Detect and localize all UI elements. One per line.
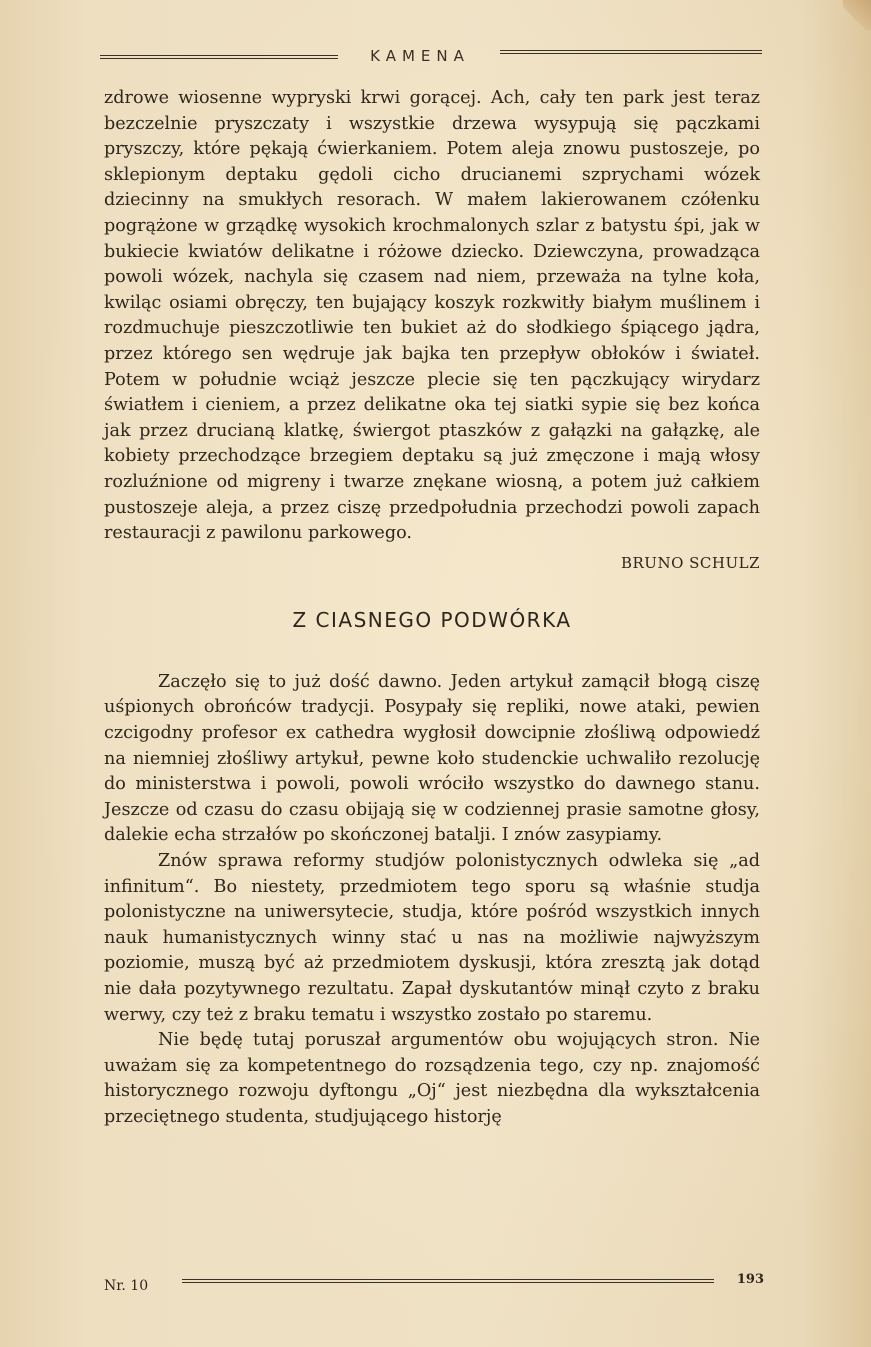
issue-number: Nr. 10 bbox=[104, 1278, 149, 1294]
article-continuation-text: zdrowe wiosenne wypryski krwi gorącej. Ach, cały ten park jest teraz bezczelnie pryszczaty i wszystkie drzewa wysypują się pączkami pryszczy, które pękają ćwierkaniem. Potem aleja znowu pustoszeje, po sklepionym deptaku gędoli cicho drucianemi szprychami wózek dziecinny na smukłych resorach. W małem lakierowanem czółenku pogrążone w grządkę wysokich krochmalonych szlar z batystu śpi, jak w bukiecie kwiatów delikatne i różowe dziecko. Dziewczyna, prowadząca powoli wózek, nachyla się czasem nad niem, przeważa na tylne koła, kwiląc osiami obręczy, ten bujający koszyk rozkwitły białym muślinem i rozdmuchuje pieszczotliwie ten bukiet aż do słodkiego śpiącego jądra, przez którego sen wędruje jak bajka ten przepływ obłoków i świateł. Potem w południe wciąż jeszcze plecie się ten pączkujący wirydarz światłem i cieniem, a przez delikatne oka tej siatki sypie się bez końca jak przez drucianą klatkę, świergot ptaszków z gałązki na gałązkę, ale kobiety przechodzące brzegiem deptaku są już zmęczone i mają włosy rozluźnione od migreny i twarze znękane wiosną, a potem już całkiem pustoszeje aleja, a przez ciszę przedpołudnia przechodzi powoli zapach restauracji z pawilonu parkowego. bbox=[104, 88, 760, 544]
running-header bbox=[100, 44, 762, 68]
header-rule-right bbox=[500, 50, 762, 54]
article-paragraph-2: Znów sprawa reformy studjów polonistycznych odwleka się „ad infinitum“. Bo niestety, przedmiotem tego sporu są właśnie studja polonistyczne na uniwersytecie, studja, które pośród wszystkich innych nauk humanistycznych winny stać u nas na możliwie najwyższym poziomie, muszą być aż przedmiotem dyskusji, która zresztą jak dotąd nie dała pozytywnego rezultatu. Zapał dyskutantów minął czyto z braku werwy, czy też z braku tematu i wszystko zostało po staremu. bbox=[104, 851, 760, 1025]
footer-rule bbox=[182, 1279, 714, 1283]
article-paragraph-3: Nie będę tutaj poruszał argumentów obu wojujących stron. Nie uważam się za kompetentnego do rozsądzenia tego, czy np. znajomość historycznego rozwoju dyftongu „Oj“ jest niezbędna dla wykształcenia przeciętnego studenta, studjującego historję bbox=[104, 1030, 760, 1127]
article-author: BRUNO SCHULZ bbox=[620, 553, 760, 572]
page-number: 193 bbox=[736, 1272, 764, 1287]
article-paragraph-1: Zaczęło się to już dość dawno. Jeden artykuł zamącił błogą ciszę uśpionych obrońców tradycji. Posypały się repliki, nowe ataki, pewien czcigodny profesor ex cathedra wygłosił dowcipnie złośliwą odpowiedź na niemniej złośliwy artykuł, pewne koło studenckie uchwaliło rezolucję do ministerstwa i powoli, powoli wróciło wszystko do dawnego stanu. Jeszcze od czasu do czasu obijają się w codziennej prasie samotne głosy, dalekie echa strzałów po skończonej batalji. I znów zasypiamy. bbox=[104, 671, 760, 846]
journal-title: KAMENA bbox=[370, 47, 470, 65]
page-corner-fold bbox=[843, 0, 871, 30]
page-body bbox=[104, 86, 760, 1131]
header-rule-left bbox=[100, 55, 338, 59]
article-title: Z CIASNEGO PODWÓRKA bbox=[292, 608, 572, 633]
page-footer bbox=[104, 1272, 764, 1300]
